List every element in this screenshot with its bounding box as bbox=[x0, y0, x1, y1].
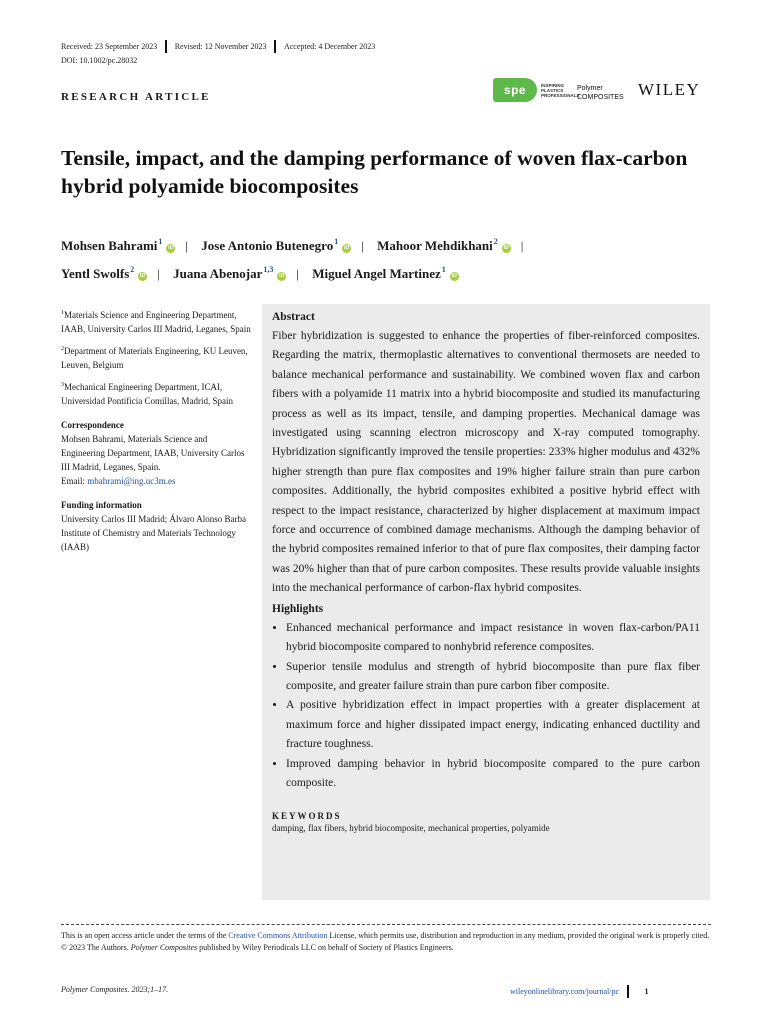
spe-logo-text: INSPIRING PLASTICS PROFESSIONALS bbox=[541, 82, 580, 98]
spe-logo-mark: spe bbox=[493, 78, 537, 102]
author-affiliation: 1 bbox=[158, 237, 163, 246]
list-item: • A positive hybridization effect in impact properties with a greater displacement at maximum force and higher dissipated impact energy, indicating enhanced ductility and fracture toughness. bbox=[286, 696, 700, 754]
article-type: RESEARCH ARTICLE bbox=[61, 91, 211, 103]
author-name[interactable]: Jose Antonio Butenegro bbox=[201, 238, 334, 253]
divider bbox=[274, 40, 276, 53]
journal-logo: Polymer COMPOSITES bbox=[577, 85, 624, 101]
author-affiliation: 2 bbox=[130, 265, 135, 274]
orcid-icon[interactable]: iD bbox=[140, 273, 146, 279]
affiliation: $^1$Materials Science and Engineering Department, IAAB, University Carlos III Madrid, Leganes, Spain bbox=[61, 310, 251, 334]
article-title: Tensile, impact, and the damping performance of woven flax-carbon hybrid polyamide biocomposites bbox=[61, 146, 688, 198]
keywords-text: damping, flax fibers, hybrid biocomposite, mechanical properties, polyamide bbox=[272, 823, 550, 834]
list-item: • Enhanced mechanical performance and impact resistance in woven flax-carbon/PA11 hybrid biocomposite compared to nonhybrid reference composites. bbox=[286, 619, 700, 658]
funding-heading: Funding information bbox=[61, 500, 142, 510]
list-item: • Superior tensile modulus and strength of hybrid biocomposite than pure flax fiber composite, and greater failure strain than pure carbon fiber composite. bbox=[286, 658, 700, 697]
footer-right bbox=[510, 985, 649, 998]
email-link[interactable]: mbahrami@ing.uc3m.es bbox=[87, 476, 176, 486]
funding-text: University Carlos III Madrid; Álvaro Alonso Barba Institute of Chemistry and Materials Technology (IAAB) bbox=[61, 514, 246, 552]
article-dates bbox=[61, 40, 375, 53]
divider bbox=[627, 985, 629, 998]
affiliation: $^3$Mechanical Engineering Department, ICAI, Universidad Pontificia Comillas, Madrid, Spain bbox=[61, 382, 233, 406]
author-affiliation: 1,3 bbox=[263, 265, 274, 274]
orcid-icon[interactable]: iD bbox=[343, 245, 350, 251]
license-notice: This is an open access article under the terms of the Creative Commons Attribution License, which permits use, distribution and reproduction in any medium, provided the original work is properly cited. © 2023 The Authors. Polymer Composites published by Wiley Periodicals LLC on behalf of Society of Plastics Engineers. bbox=[61, 931, 710, 952]
divider bbox=[165, 40, 167, 53]
list-item: • Improved damping behavior in hybrid biocomposite compared to the pure carbon composite. bbox=[286, 755, 700, 794]
correspondence-text: Mohsen Bahrami, Materials Science and Engineering Department, IAAB, University Carlos III Madrid, Leganes, Spain. Email: mbahrami@ing.uc3m.es bbox=[61, 434, 245, 486]
abstract-heading: Abstract bbox=[272, 311, 315, 323]
doi: DOI: 10.1002/pc.28032 bbox=[61, 56, 138, 65]
abstract-box bbox=[262, 304, 710, 900]
author-list: Mohsen Bahrami$^1$iD | Jose Antonio Butenegro$^1$iD | Mahoor Mehdikhani$^2$iD | Yentl Swolfs$^2$iD | Juana Abenojar$^{1,3}$iD | Miguel Angel Martinez$^1$iD bbox=[61, 237, 524, 281]
highlights-list bbox=[272, 619, 700, 794]
citation: Polymer Composites. 2023;1–17. bbox=[61, 985, 169, 994]
highlights-heading: Highlights bbox=[272, 602, 324, 615]
orcid-icon[interactable]: iD bbox=[168, 245, 174, 251]
orcid-icon[interactable]: iD bbox=[503, 245, 510, 251]
affiliation: $^2$Department of Materials Engineering, KU Leuven, Leuven, Belgium bbox=[61, 346, 248, 370]
author-name[interactable]: Juana Abenojar bbox=[173, 266, 263, 281]
author-name[interactable]: Miguel Angel Martinez bbox=[312, 266, 441, 281]
received-date: Received: 23 September 2023 bbox=[61, 42, 158, 51]
orcid-icon[interactable]: iD bbox=[451, 273, 457, 279]
page-number: 1 bbox=[644, 987, 649, 996]
author-affiliation: 1 bbox=[441, 265, 446, 274]
keywords-heading: KEYWORDS bbox=[272, 811, 342, 822]
footer-divider bbox=[61, 924, 711, 925]
spe-logo bbox=[493, 78, 580, 102]
side-column bbox=[61, 306, 251, 560]
license-link[interactable]: Creative Commons Attribution bbox=[228, 931, 328, 940]
accepted-date: Accepted: 4 December 2023 bbox=[283, 42, 376, 51]
publisher-logo: WILEY bbox=[638, 80, 701, 99]
correspondence-heading: Correspondence bbox=[61, 420, 124, 430]
author-name[interactable]: Mohsen Bahrami bbox=[61, 238, 158, 253]
author-affiliation: 2 bbox=[493, 237, 498, 246]
author-affiliation: 1 bbox=[334, 237, 339, 246]
journal-url-link[interactable]: wileyonlinelibrary.com/journal/pc bbox=[510, 987, 620, 996]
author-name[interactable]: Yentl Swolfs bbox=[61, 266, 130, 281]
orcid-icon[interactable]: iD bbox=[279, 273, 285, 279]
abstract-text: Fiber hybridization is suggested to enhance the properties of fiber-reinforced composites. Regarding the matrix, thermoplastic alternatives to conventional thermosets are needed to balance mechanical performance and sustainability. We combined woven flax and carbon fibers with a polyamide 11 matrix into a hybrid biocomposite and studied its manufacturing process as well as its impact, tensile, and damping properties. Mechanical damage was investigated using scanning electron microscopy and X-ray computed tomography. Hybridization significantly improved the tensile properties: 233% higher modulus and 432% higher strength than pure flax composites and 19% higher failure strain than pure carbon composites. Additionally, the hybrid composites exhibited a positive hybrid effect with respect to the impact resistance, characterized by higher displacement at maximum impact force and occurrence of combined damage mechanisms. Although the damping behavior of the hybrid composites remained inferior to that of pure flax composites, their damping factor was 20% higher than that of pure carbon composites. These results provide valuable insights into the mechanical performance of carbon-flax hybrid composites. bbox=[272, 330, 700, 595]
revised-date: Revised: 12 November 2023 bbox=[174, 42, 267, 51]
author-name[interactable]: Mahoor Mehdikhani bbox=[377, 238, 493, 253]
